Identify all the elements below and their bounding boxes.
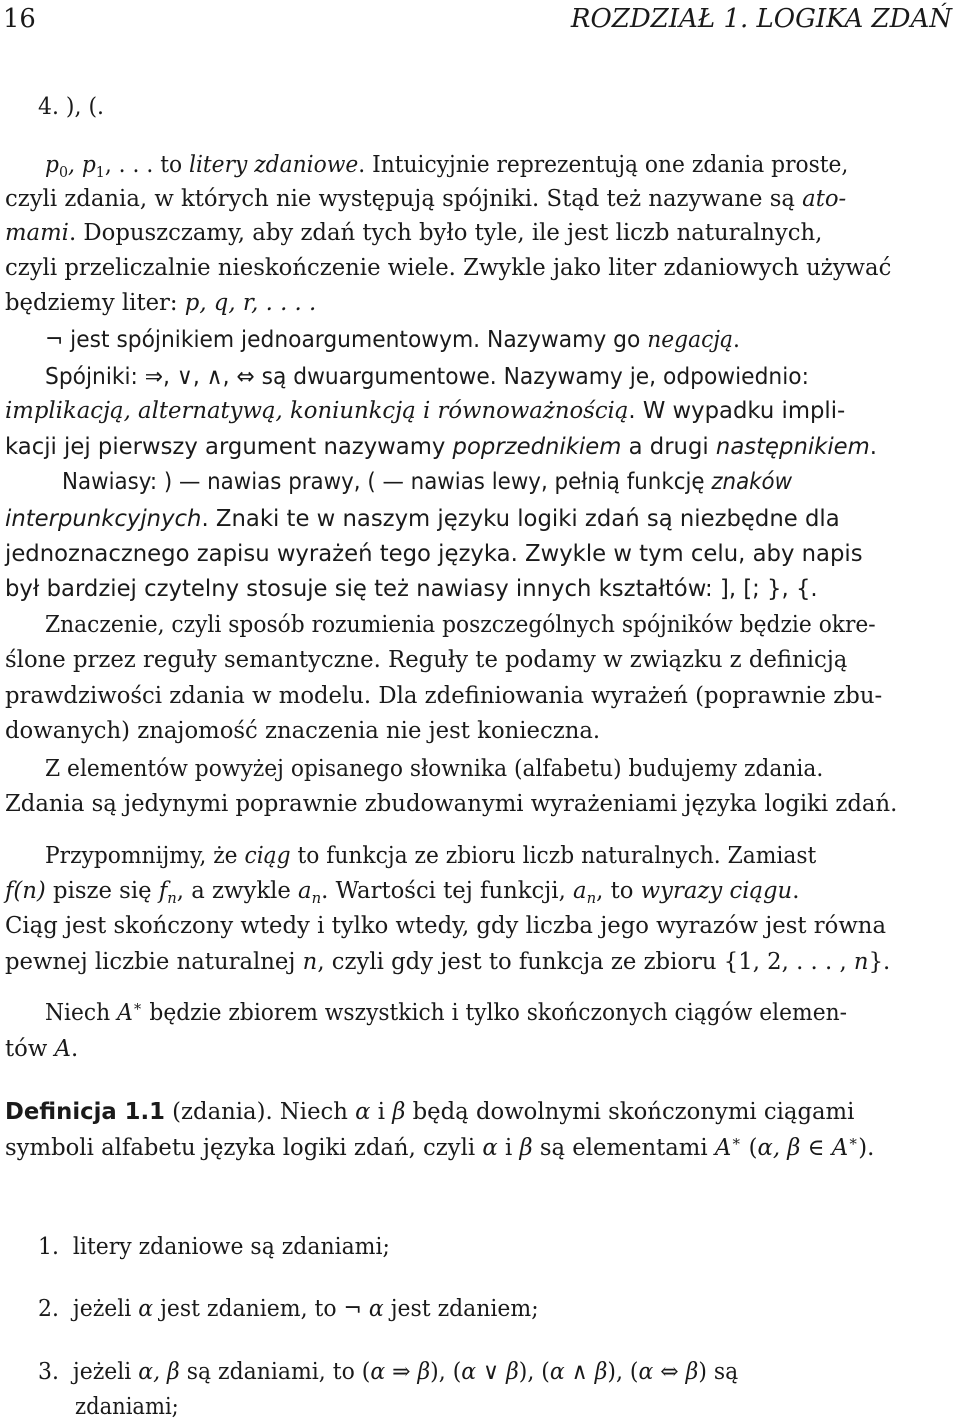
list-number: 2.: [38, 1296, 59, 1322]
paragraph-line: ¬ jest spójnikiem jednoargumentowym. Nazywamy go negacją.: [45, 327, 740, 353]
definition-line: symboli alfabetu języka logiki zdań, czyli α i β są elementami A∗ (α, β ∈ A∗).: [5, 1132, 875, 1161]
running-title: ROZDZIAŁ 1. LOGIKA ZDAŃ: [570, 4, 952, 34]
list-number: 3.: [38, 1359, 59, 1385]
paragraph-line: kacji jej pierwszy argument nazywamy poprzednikiem a drugi następnikiem.: [5, 434, 878, 460]
list-number: 4.: [38, 94, 59, 120]
paragraph-line: Nawiasy: ) — nawias prawy, ( — nawias lewy, pełnią funkcję znaków: [62, 469, 793, 495]
paragraph-line: dowanych) znajomość znaczenia nie jest konieczna.: [5, 718, 601, 744]
list-item: 1. litery zdaniowe są zdaniami;: [38, 1234, 390, 1260]
paragraph-line: Spójniki: ⇒, ∨, ∧, ⇔ są dwuargumentowe. Nazywamy je, odpowiednio:: [45, 364, 809, 390]
paragraph-line: jednoznacznego zapisu wyrażeń tego języka. Zwykle w tym celu, aby napis: [5, 541, 863, 567]
paragraph-line: będziemy liter: p, q, r, . . . .: [5, 290, 317, 316]
list-item-4: [38, 92, 954, 122]
paragraph-line: Przypomnijmy, że ciąg to funkcja ze zbioru liczb naturalnych. Zamiast: [45, 843, 817, 869]
definition-label: Definicja 1.1: [5, 1099, 165, 1125]
paragraph-line: czyli przeliczalnie nieskończenie wiele. Zwykle jako liter zdaniowych używać: [5, 255, 892, 281]
list-item: 3. jeżeli α, β są zdaniami, to (α ⇒ β), (α ∨ β), (α ∧ β), (α ⇔ β) są: [38, 1359, 739, 1385]
page-number: 16: [3, 4, 36, 34]
paragraph-line: tów A.: [5, 1036, 79, 1062]
list-item: 2. jeżeli α jest zdaniem, to ¬ α jest zdaniem;: [38, 1296, 539, 1322]
paragraph-line: interpunkcyjnych. Znaki te w naszym języku logiki zdań są niezbędne dla: [5, 506, 840, 532]
paragraph-line: Ciąg jest skończony wtedy i tylko wtedy, gdy liczba jego wyrazów jest równa: [5, 913, 887, 939]
paragraph-line: implikacją, alternatywą, koniunkcją i równoważnością. W wypadku impli-: [5, 398, 846, 424]
paragraph-line: pewnej liczbie naturalnej n, czyli gdy jest to funkcja ze zbioru {1, 2, . . . , n}.: [5, 949, 891, 975]
paragraph-line: f(n) pisze się $f_n$, a zwykle $a_n$. Wartości tej funkcji, $a_n$, to wyrazy ciągu.: [5, 878, 800, 907]
negation-symbol: ¬: [45, 327, 64, 353]
list-text: ), (.: [65, 94, 104, 120]
paragraph-line: Znaczenie, czyli sposób rozumienia poszczególnych spójników będzie okre-: [45, 612, 876, 638]
paragraph-line: czyli zdania, w których nie występują spójniki. Stąd też nazywane są ato-: [5, 186, 847, 212]
paragraph-line: prawdziwości zdania w modelu. Dla zdefiniowania wyrażeń (poprawnie zbu-: [5, 683, 883, 709]
paragraph-line: Zdania są jedynymi poprawnie zbudowanymi wyrażeniami języka logiki zdań.: [5, 791, 898, 817]
paragraph-line: $p_0$, $p_1$, . . . to litery zdaniowe. Intuicyjnie reprezentują one zdania proste,: [45, 152, 849, 181]
paragraph-line: był bardziej czytelny stosuje się też nawiasy innych kształtów: ], [; }, {.: [5, 576, 818, 602]
list-item-continuation: zdaniami;: [75, 1394, 179, 1420]
paragraph-line: Z elementów powyżej opisanego słownika (alfabetu) budujemy zdania.: [45, 756, 824, 782]
list-number: 1.: [38, 1234, 59, 1260]
paragraph-line: mami. Dopuszczamy, aby zdań tych było tyle, ile jest liczb naturalnych,: [5, 220, 823, 246]
paragraph-line: Niech A∗ będzie zbiorem wszystkich i tylko skończonych ciągów elemen-: [45, 997, 847, 1026]
paragraph-line: ślone przez reguły semantyczne. Reguły te podamy w związku z definicją: [5, 647, 848, 673]
definition-line: Definicja 1.1 (zdania). Niech α i β będą dowolnymi skończonymi ciągami: [5, 1099, 855, 1125]
